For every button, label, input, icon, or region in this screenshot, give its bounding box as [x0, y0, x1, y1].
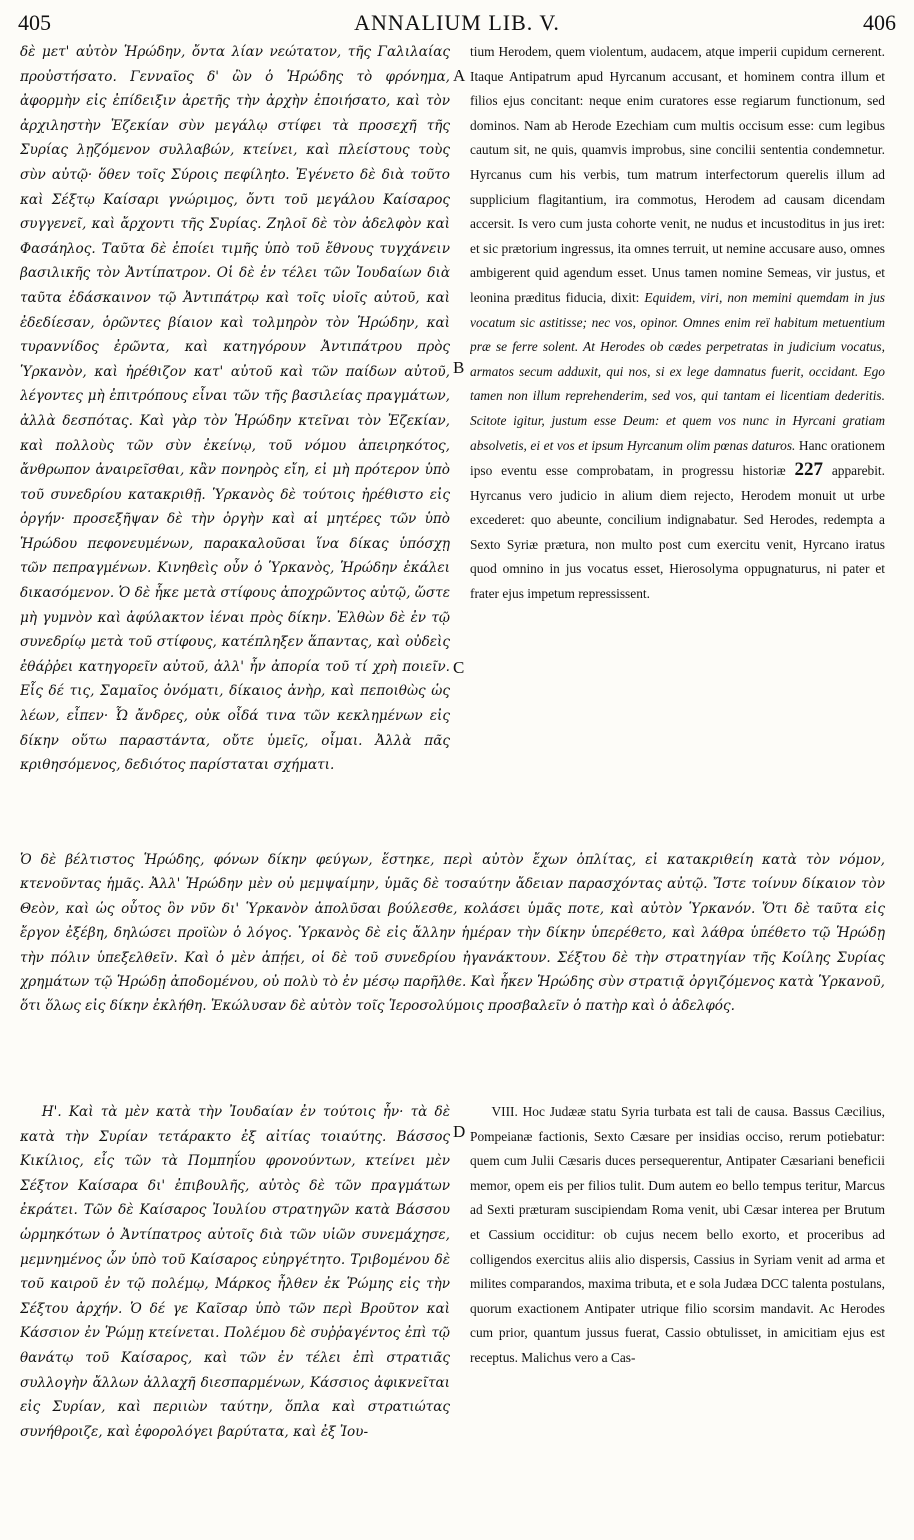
- margin-marker-d: D: [453, 1122, 466, 1141]
- greek-column-top: [20, 40, 450, 800]
- margin-marker-a: A: [453, 66, 466, 85]
- latin-text-bottom: VIII. Hoc Judææ statu Syria turbata est tali de causa. Bassus Cæcilius, Pompeianæ factionis, Sexto Cæsare per insidias occiso, rerum potiebatur: quem cum Julii Cæsaris duces persequerentur, Antipater Cæsariani beneficii memor, opem eis per filios tulit. Dum autem eo bello tempus teritur, Marcus ad Sexti præturam suscipiendam Roma venit, ubi Cæsar interea per Brutum et Cassium occiditur: ob cujus necem bello exorto, et proceribus ad colligendos exercitus aliis alio dispersis, Cassius in Syriam venit ad arma et milites comparandos, maxima tributa, et e sola Judæa DCC talenta postulans, quorum exactionem Antipater utrique filio scorsim mandavit. Ac Herodes cum prior, quantum jussus fuerat, Cassio obtulisset, in amicitiam ejus est receptus. Malichus vero a Cas-: [470, 1104, 885, 1365]
- running-title: ANNALIUM LIB. V.: [354, 10, 560, 35]
- margin-marker-c: C: [453, 658, 465, 677]
- latin-column-top: [470, 40, 885, 840]
- latin-run: Equidem, viri, non memini quemdam in jus vocatum sic astitisse; nec vos, opinor. Omnes enim reï habitum metuentium præ se ferre solent. At Herodes ob cædes perpetratas in judicium vocatus, armatos secum adduxit, qui nos, si ex lege damnatus fuerit, occidant. Ego tamen non illum reprehenderim, sed vos, qui tantam ei licentiam dederitis. Scitote igitur, justum esse Deum: et quem vos nunc in Hyrcani gratiam absolvetis, ei et vos et ipsum Hyrcanum olim pœnas daturos.: [470, 289, 885, 453]
- latin-run: tium Herodem, quem violentum, audacem, atque imperii cupidum cernerent. Itaque Antipatrum apud Hyrcanum accusant, et hominem contra illum et filios ejus concitant: neque enim curatores esse regiarum functionum, sed dominos. Nam ab Herode Ezechiam cum multis occisum esse: cum legibus cautum sit, ne quis, quamvis improbus, sine concilii sententia condemnetur. Hyrcanus cum his verbis, tum matrum interfectorum querelis illum ad supplicium flagitantium, ira commotus, Herodem ad causam dicendam accersit. Is vero cum justa cohorte venit, ne nudus et incustoditus in jus iret: et sic prætorium ingressus, ita omnes terruit, ut nemine accusare auso, omnes ambigerent quid agendum esset. Unus tamen nomine Semeas, vir justus, et leonina præditus fiducia, dixit:: [470, 44, 885, 305]
- margin-marker-b: B: [453, 358, 465, 377]
- latin-column-bottom: [470, 1100, 885, 1520]
- page-number-right: 406: [863, 10, 896, 35]
- page-number-left: 405: [18, 10, 51, 35]
- greek-text-top: δὲ μετ' αὐτὸν Ἡρώδην, ὄντα λίαν νεώτατον, τῆς Γαλιλαίας προὐστήσατο. Γενναῖος δ' ὢν ὁ Ἡρώδης τὸ φρόνημα, ἀφορμὴν εἰς ἐπίδειξιν ἀρετῆς τὴν ἀρχὴν ἐποιήσατο, καὶ τὸν ἀρχιληστὴν Ἐζεκίαν σὺν μεγάλῳ στίφει τὰ προσεχῆ τῆς Συρίας λῃζόμενον συλλαβών, κτείνει, καὶ πλείστους τοὺς σὺν αὐτῷ· ὅθεν τοῖς Σύροις πεφίληto. Ἐγένετο δὲ διὰ τοῦτο καὶ Σέξτῳ Καίσαρι γνώριμος, ὄντι τοῦ μεγάλου Καίσαρος συγγενεῖ, καὶ ἄρχοντι τῆς Συρίας. Ζηλοῖ δὲ τὸν ἀδελφὸν καὶ Φασάηλος. Ταῦτα δὲ ἐποίει τιμῆς ὑπὸ τοῦ ἔθνους τυγχάνειν βασιλικῆς τὸν Ἀντίπατρον. Οἱ δὲ ἐν τέλει τῶν Ἰουδαίων διὰ ταῦτα ἐδάσκαινον τῷ Ἀντιπάτρῳ καὶ τοῖς υἱοῖς αὐτοῦ, καὶ ἐδεδίεσαν, ὁρῶντες βίαιον καὶ τολμηρὸν τὸν Ἡρώδην, καὶ τυραννίδος ἐρῶντα, καὶ κατηγόρουν Ἀντιπάτρου πρὸς Ὑρκανὸν, καὶ ἠρέθιζον κατ' αὐτοῦ καὶ τῶν παίδων αὐτοῦ, λέγοντες μὴ ἐπιτρόπους εἶναι τῶν τῆς βασιλείας πραγμάτων, ἀλλὰ δεσπότας. Καὶ γὰρ τὸν Ἡρώδην κτεῖναι τὸν Ἐζεκίαν, καὶ πολλοὺς τῶν σὺν ἐκείνῳ, τοῦ νόμου ἀπειρηκότος, ἄνθρωπον ἀναιρεῖσθαι, κἂν πονηρὸς εἴη, εἰ μὴ πρότερον ὑπὸ τοῦ συνεδρίου κατακριθῇ. Ὑρκανὸς δὲ τούτοις ἠρέθιστο εἰς ὀργήν· προσεξῆψαν δὲ τὴν ὀργὴν καὶ αἱ μητέρες τῶν ὑπὸ Ἡρώδου πεφονευμένων, παρακαλοῦσαι ἵνα δίκας ὑπόσχῃ τῶν πεπραγμένων. Κινηθεὶς οὖν ὁ Ὑρκανὸς, Ἡρώδην ἐκάλει δικασόμενον. Ὁ δὲ ἧκε μετὰ στίφους ἀποχρῶντος αὐτῷ, ὥστε μὴ γυμνὸν καὶ ἀφύλακτον ἰέναι πρὸς δίκην. Ἐλθὼν δὲ ἐν τῷ συνεδρίῳ μετὰ τοῦ στίφους, κατέπληξεν ἅπαντας, καὶ οὐδεὶς ἐθάῤῥει κατηγορεῖν αὐτοῦ, ἀλλ' ἦν ἀπορία τοῦ τί χρὴ ποιεῖν. Εἷς δέ τις, Σαμαῖος ὀνόματι, δίκαιος ἀνὴρ, καὶ πεποιθὼς ὡς λέων, εἶπεν· Ὦ ἄνδρες, οὐκ οἶδά τινα τῶν κεκλημένων εἰς δίκην οὕτω παραστάντα, οὔτε ὑμεῖς, οἶμαι. Ἀλλὰ πᾶς κριθησόμενος, δεδιότος παρίσταται σχήματι.: [20, 44, 450, 774]
- greek-text-full: Ὁ δὲ βέλτιστος Ἡρώδης, φόνων δίκην φεύγων, ἕστηκε, περὶ αὐτὸν ἔχων ὁπλίτας, εἰ κατακριθείη κατὰ τὸν νόμον, κτενοῦντας ἡμᾶς. Ἀλλ' Ἡρώδην μὲν οὐ μεμψαίμην, ὑμᾶς δὲ τοσαύτην ἄδειαν παρασχόντας αὐτῷ. Ἴστε τοίνυν δίκαιον τὸν Θεὸν, καὶ ὡς οὗτος ὃν νῦν δι' Ὑρκανὸν ἀπολῦσαι βούλεσθε, κολάσει ὑμᾶς ποτε, καὶ αὐτὸν Ὑρκανόν. Ὅτι δὲ ταῦτα εἰς ἔργον ἐξέβη, δηλώσει προϊὼν ὁ λόγος. Ὑρκανὸς δὲ εἰς ἄλλην ἡμέραν τὴν δίκην ὑπερέθετο, καὶ λάθρα ὑπέθετο τῷ Ἡρώδῃ τὴν πόλιν ὑπεξελθεῖν. Καὶ ὁ μὲν ἀπῄει, οἱ δὲ τοῦ συνεδρίου ἠγανάκτουν. Σέξτου δὲ τὴν στρατηγίαν τῆς Κοίλης Συρίας χρημάτων τῷ Ἡρώδῃ ἀποδομένου, οὐ πολὺ τὸ ἐν μέσῳ παρῆλθε. Καὶ ἧκεν Ἡρώδης σὺν στρατιᾷ ὀργιζόμενος κατὰ Ὑρκανοῦ, ὅτι ὅλως εἰς δίκην ἐκλήθη. Ἐκώλυσαν δὲ αὐτὸν τοῖς Ἱεροσολύμοις προσβαλεῖν ὁ πατὴρ καὶ ὁ ἀδελφός.: [20, 852, 885, 1015]
- section-number: 227: [794, 459, 824, 481]
- latin-run: Hanc orationem ipso eventu esse comprobatam, in progressu historiæ: [470, 437, 885, 479]
- greek-column-bottom: [20, 1100, 450, 1520]
- page-header: [18, 6, 896, 36]
- greek-full-width: [20, 848, 885, 1088]
- latin-run: apparebit. Hyrcanus vero judicio in alium diem rejecto, Herodem monuit ut urbe excederet: quo abeunte, concilium indignabatur. Sed Herodes, redempta a Sexto Syriæ prætura, non multo post cum exercitu venit, Hyrcano iratus quod omnino in jus vocatus esset, Hierosolyma oppugnaturus, ni pater et frater ejus impetum repressissent.: [470, 463, 885, 602]
- greek-text-bottom: Η'. Καὶ τὰ μὲν κατὰ τὴν Ἰουδαίαν ἐν τούτοις ἦν· τὰ δὲ κατὰ τὴν Συρίαν τετάρακτο ἐξ αἰτίας τοιαύτης. Βάσσος Κικίλιος, εἷς τῶν τὰ Πομπηΐου φρονούντων, κτείνει μὲν Σέξτον Καίσαρα δι' ἐπιβουλῆς, αὐτὸς δὲ τῶν πραγμάτων ἐκράτει. Τῶν δὲ Καίσαρος Ἰουλίου στρατηγῶν κατὰ Βάσσου ὡρμηκότων ὁ Ἀντίπατρος αὐτοῖς διὰ τῶν υἱῶν συνεμάχησε, μεμνημένος ὧν ὑπὸ τοῦ Καίσαρος εὐηργέτητο. Τριβομένου δὲ τοῦ καιροῦ ἐν τῷ πολέμῳ, Μάρκος ἦλθεν ἐκ Ῥώμης εἰς τὴν Σέξτου ἀρχήν. Ὁ δέ γε Καῖσαρ ὑπὸ τῶν περὶ Βροῦτον καὶ Κάσσιον ἐν Ῥώμῃ κτείνεται. Πολέμου δὲ συῤῥαγέντος ἐπὶ τῷ θανάτῳ τοῦ Καίσαρος, καὶ τῶν ἐν τέλει ἐπὶ στρατιᾶς συλλογὴν ἄλλων ἀλλαχῆ διεσπαρμένων, Κάσσιος ἀφικνεῖται εἰς Συρίαν, καὶ περιιὼν ταύτην, ὅπλα καὶ στρατιώτας συνήθροιζε, καὶ ἐφορολόγει βαρύτατα, καὶ ἐξ Ἰου-: [20, 1104, 450, 1440]
- latin-text-top: [470, 40, 885, 607]
